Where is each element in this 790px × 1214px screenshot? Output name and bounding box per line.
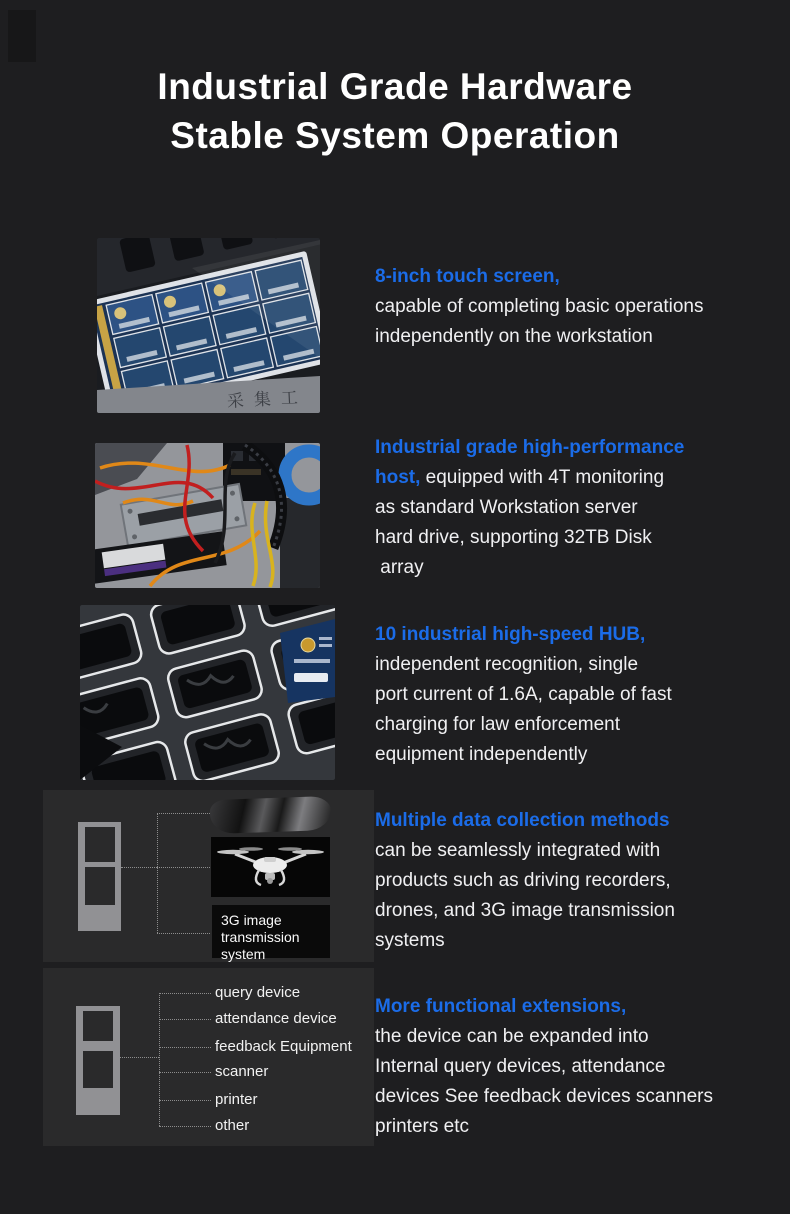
feature-body-line: independent recognition, single: [375, 654, 639, 675]
tower-slot: [83, 1011, 113, 1041]
feature-heading: More functional extensions,: [375, 996, 627, 1017]
feature-body-line: drones, and 3G image transmission: [375, 900, 675, 921]
touchscreen-photo: [97, 238, 320, 413]
connector-line: [120, 1057, 159, 1058]
tower-slot: [85, 867, 115, 905]
feature-body-line: port current of 1.6A, capable of fast: [375, 684, 672, 705]
extensions-diagram-panel: [43, 968, 374, 1146]
feature-heading: Multiple data collection methods: [375, 810, 670, 831]
connector-line: [157, 933, 210, 934]
connector-line: [157, 813, 158, 933]
tower-slot: [85, 827, 115, 862]
driving-recorder-mirror-photo: [209, 796, 331, 834]
feature-text-extensions: [375, 992, 713, 1142]
feature-body-line: charging for law enforcement: [375, 714, 621, 735]
feature-body-line: can be seamlessly integrated with: [375, 840, 661, 861]
feature-body-line: systems: [375, 930, 445, 951]
connector-line: [159, 1019, 211, 1020]
extension-label-feedback-equipment: feedback Equipment: [215, 1038, 352, 1055]
feature-heading: host,: [375, 467, 421, 488]
touchscreen-illustration: [97, 238, 320, 413]
feature-text-hub: [375, 620, 672, 770]
connector-line: [157, 813, 210, 814]
connector-line: [159, 1126, 211, 1127]
title-line-1: Industrial Grade Hardware: [157, 66, 633, 107]
connector-line: [157, 867, 210, 868]
collection-diagram-panel: [43, 790, 374, 962]
extension-label-scanner: scanner: [215, 1063, 269, 1080]
engraved-characters: 采集工: [226, 387, 309, 411]
feature-body-line: products such as driving recorders,: [375, 870, 671, 891]
3g-transmission-label-box: [212, 905, 330, 962]
extension-label-printer: printer: [215, 1091, 258, 1108]
feature-body-line: as standard Workstation server: [375, 497, 638, 518]
feature-heading: 10 industrial high-speed HUB,: [375, 624, 646, 645]
tower-device-graphic: [76, 1006, 120, 1115]
connector-line: [159, 1072, 211, 1073]
feature-body-inline: equipped with 4T monitoring: [420, 467, 665, 488]
feature-body-line: equipment independently: [375, 744, 588, 765]
3g-box-label: 3G image transmission system: [221, 912, 300, 962]
tower-slot: [83, 1051, 113, 1088]
page-title: [0, 62, 790, 160]
feature-body-line: Internal query devices, attendance: [375, 1056, 666, 1077]
feature-text-collection: [375, 806, 675, 956]
feature-text-touchscreen: [375, 262, 703, 352]
host-internals-photo: [95, 443, 320, 588]
title-line-2: Stable System Operation: [170, 115, 620, 156]
drone-illustration: [211, 837, 330, 897]
feature-heading: 8-inch touch screen,: [375, 266, 560, 287]
connector-line: [159, 1047, 211, 1048]
host-internals-illustration: [95, 443, 320, 588]
corner-artifact: [8, 10, 36, 62]
feature-heading: Industrial grade high-performance: [375, 437, 685, 458]
feature-body-line: the device can be expanded into: [375, 1026, 649, 1047]
hub-charging-photo: [80, 605, 335, 780]
feature-body-line: independently on the workstation: [375, 326, 653, 347]
connector-line: [159, 1100, 211, 1101]
connector-line: [159, 993, 211, 994]
drone-photo: [211, 837, 330, 897]
hub-illustration: [80, 605, 335, 780]
feature-body-line: capable of completing basic operations: [375, 296, 704, 317]
connector-line: [121, 867, 157, 868]
connector-line: [159, 993, 160, 1126]
feature-body-line: printers etc: [375, 1116, 469, 1137]
feature-text-host: [375, 433, 684, 583]
feature-body-line: array: [375, 557, 424, 578]
extension-label-other: other: [215, 1117, 250, 1134]
tower-device-graphic: [78, 822, 121, 931]
extension-label-attendance-device: attendance device: [215, 1010, 337, 1027]
feature-body-line: devices See feedback devices scanners: [375, 1086, 713, 1107]
extension-label-query-device: query device: [215, 984, 301, 1001]
feature-body-line: hard drive, supporting 32TB Disk: [375, 527, 652, 548]
